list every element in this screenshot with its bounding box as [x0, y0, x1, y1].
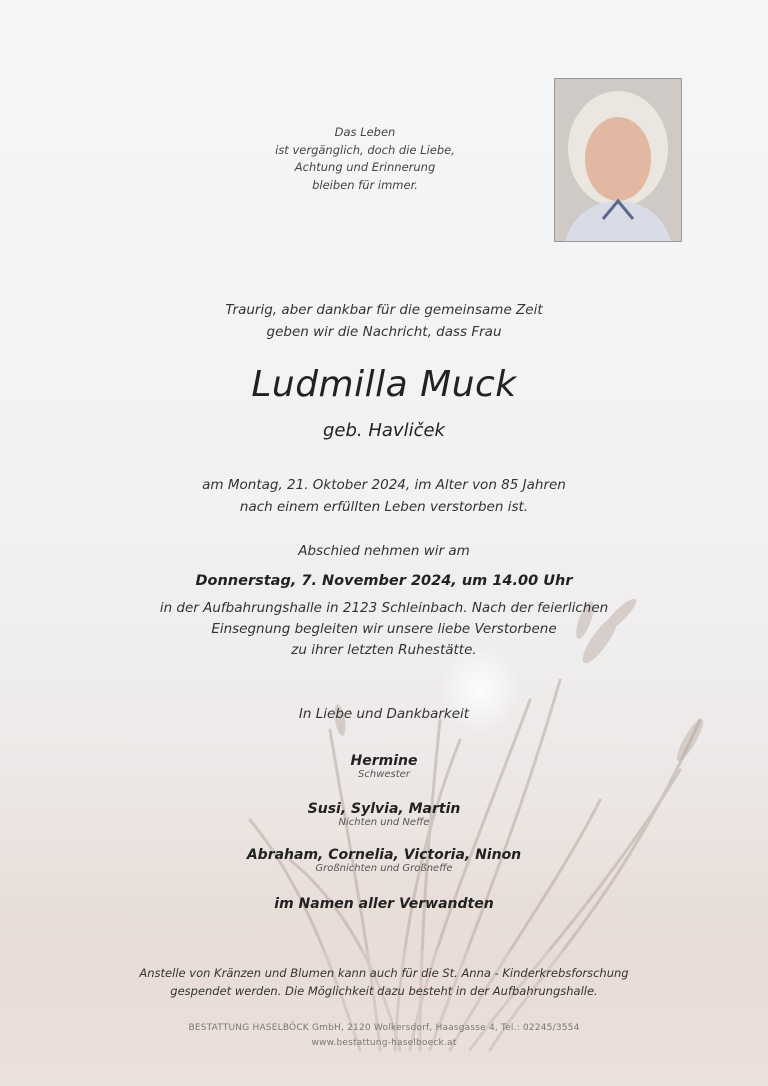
- maiden-name: geb. Havliček: [323, 420, 445, 441]
- donation-note-line: gespendet werden. Die Möglichkeit dazu besteht in der Aufbahrungshalle.: [170, 984, 598, 998]
- intro-line: Traurig, aber dankbar für die gemeinsame Zeit: [225, 302, 543, 318]
- footer-website[interactable]: www.bestattung-haselboeck.at: [311, 1038, 457, 1048]
- motto-line: Achtung und Erinnerung: [294, 160, 436, 174]
- footer-company: BESTATTUNG HASELBÖCK GmbH, 2120 Wolkersdorf, Haasgasse 4, Tel.: 02245/3554: [188, 1023, 580, 1033]
- family-group: [0, 753, 768, 780]
- intro-text: [0, 299, 768, 343]
- family-names: Susi, Sylvia, Martin: [307, 801, 461, 817]
- motto-line: Das Leben: [334, 125, 396, 139]
- donation-note: [0, 964, 768, 1000]
- intro-line: geben wir die Nachricht, dass Frau: [266, 324, 502, 340]
- portrait-photo-placeholder: [555, 79, 681, 241]
- motto-line: ist vergänglich, doch die Liebe,: [275, 142, 455, 157]
- funeral-place: [0, 598, 768, 661]
- footer: [0, 1021, 768, 1051]
- family-names: Hermine: [350, 753, 418, 769]
- death-notice-line: am Montag, 21. Oktober 2024, im Alter von 85 Jahren: [202, 477, 566, 493]
- donation-note-line: Anstelle von Kränzen und Blumen kann auch für die St. Anna - Kinderkrebsforschung: [139, 966, 629, 980]
- farewell-lead: Abschied nehmen wir am: [298, 543, 470, 559]
- family-relation: Nichten und Neffe: [338, 817, 430, 828]
- funeral-place-line: zu ihrer letzten Ruhestätte.: [291, 642, 477, 658]
- funeral-datetime: Donnerstag, 7. November 2024, um 14.00 Uhr: [195, 573, 573, 589]
- family-relation: Schwester: [358, 769, 410, 780]
- family-group: [0, 801, 768, 828]
- family-group: [0, 847, 768, 874]
- family-names: Abraham, Cornelia, Victoria, Ninon: [246, 847, 522, 863]
- deceased-name: Ludmilla Muck: [251, 364, 517, 405]
- funeral-place-line: Einsegnung begleiten wir unsere liebe Verstorbene: [211, 621, 557, 637]
- portrait-photo: [554, 78, 682, 242]
- motto-line: bleiben für immer.: [312, 177, 418, 192]
- death-notice: [0, 474, 768, 518]
- family-relation: Großnichten und Großneffe: [315, 863, 453, 874]
- death-notice-line: nach einem erfüllten Leben verstorben ist.: [239, 499, 529, 515]
- motto-verse: [270, 124, 460, 194]
- relatives-line: im Namen aller Verwandten: [274, 896, 494, 912]
- closing-phrase: In Liebe und Dankbarkeit: [298, 706, 470, 722]
- funeral-place-line: in der Aufbahrungshalle in 2123 Schleinbach. Nach der feierlichen: [159, 600, 609, 616]
